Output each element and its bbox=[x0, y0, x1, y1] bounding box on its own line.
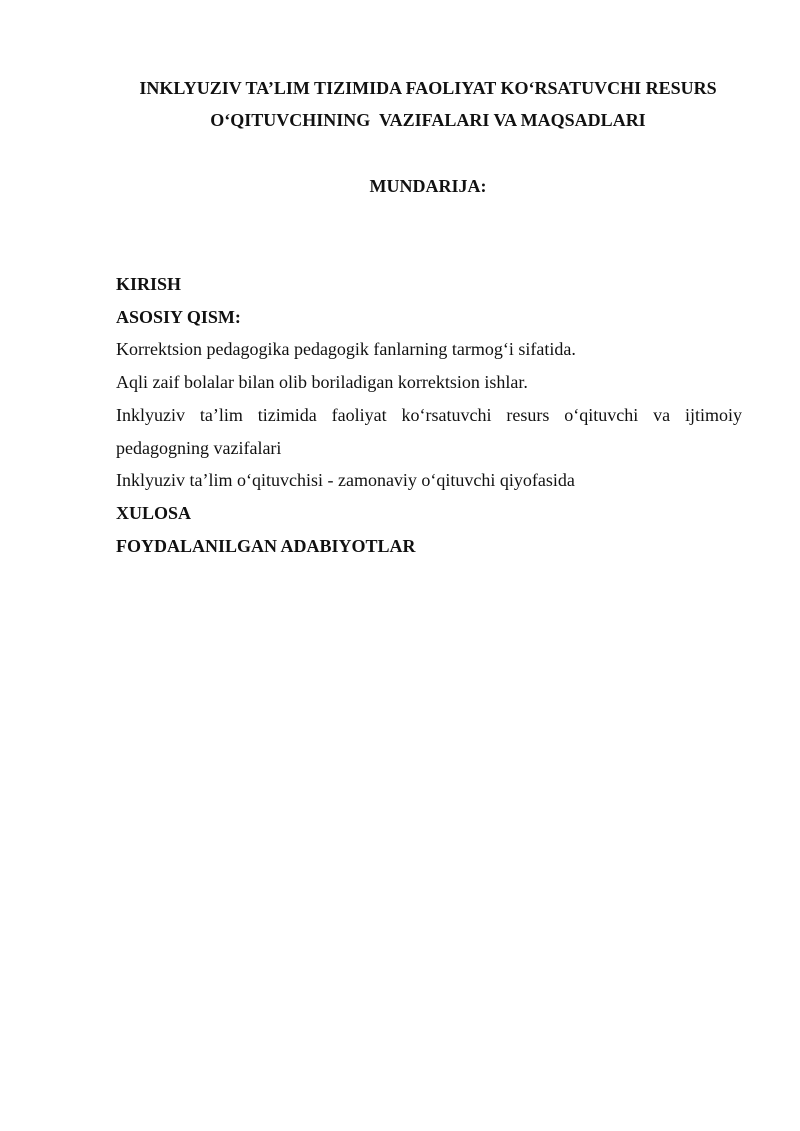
document-title-line-2: O‘QITUVCHINING VAZIFALARI VA MAQSADLARI bbox=[210, 110, 646, 130]
table-of-contents bbox=[116, 268, 742, 562]
toc-item: Inklyuziv ta’lim o‘qituvchisi - zamonaviy o‘qituvchi qiyofasida bbox=[116, 470, 575, 491]
toc-item-references: FOYDALANILGAN ADABIYOTLAR bbox=[116, 535, 416, 556]
toc-item: Aqli zaif bolalar bilan olib boriladigan korrektsion ishlar. bbox=[116, 372, 528, 393]
toc-item-conclusion: XULOSA bbox=[116, 502, 192, 523]
toc-item: Inklyuziv ta’lim tizimida faoliyat ko‘rsatuvchi resurs o‘qituvchi va ijtimoiy pedagogning vazifalari bbox=[116, 404, 742, 458]
toc-item: Korrektsion pedagogika pedagogik fanlarning tarmog‘i sifatida. bbox=[116, 339, 576, 360]
toc-item-main-part: ASOSIY QISM: bbox=[116, 306, 241, 327]
toc-item-introduction: KIRISH bbox=[116, 274, 182, 294]
document-title-line-1: INKLYUZIV TA’LIM TIZIMIDA FAOLIYAT KO‘RSATUVCHI RESURS bbox=[139, 78, 717, 98]
contents-heading: MUNDARIJA: bbox=[369, 176, 487, 196]
